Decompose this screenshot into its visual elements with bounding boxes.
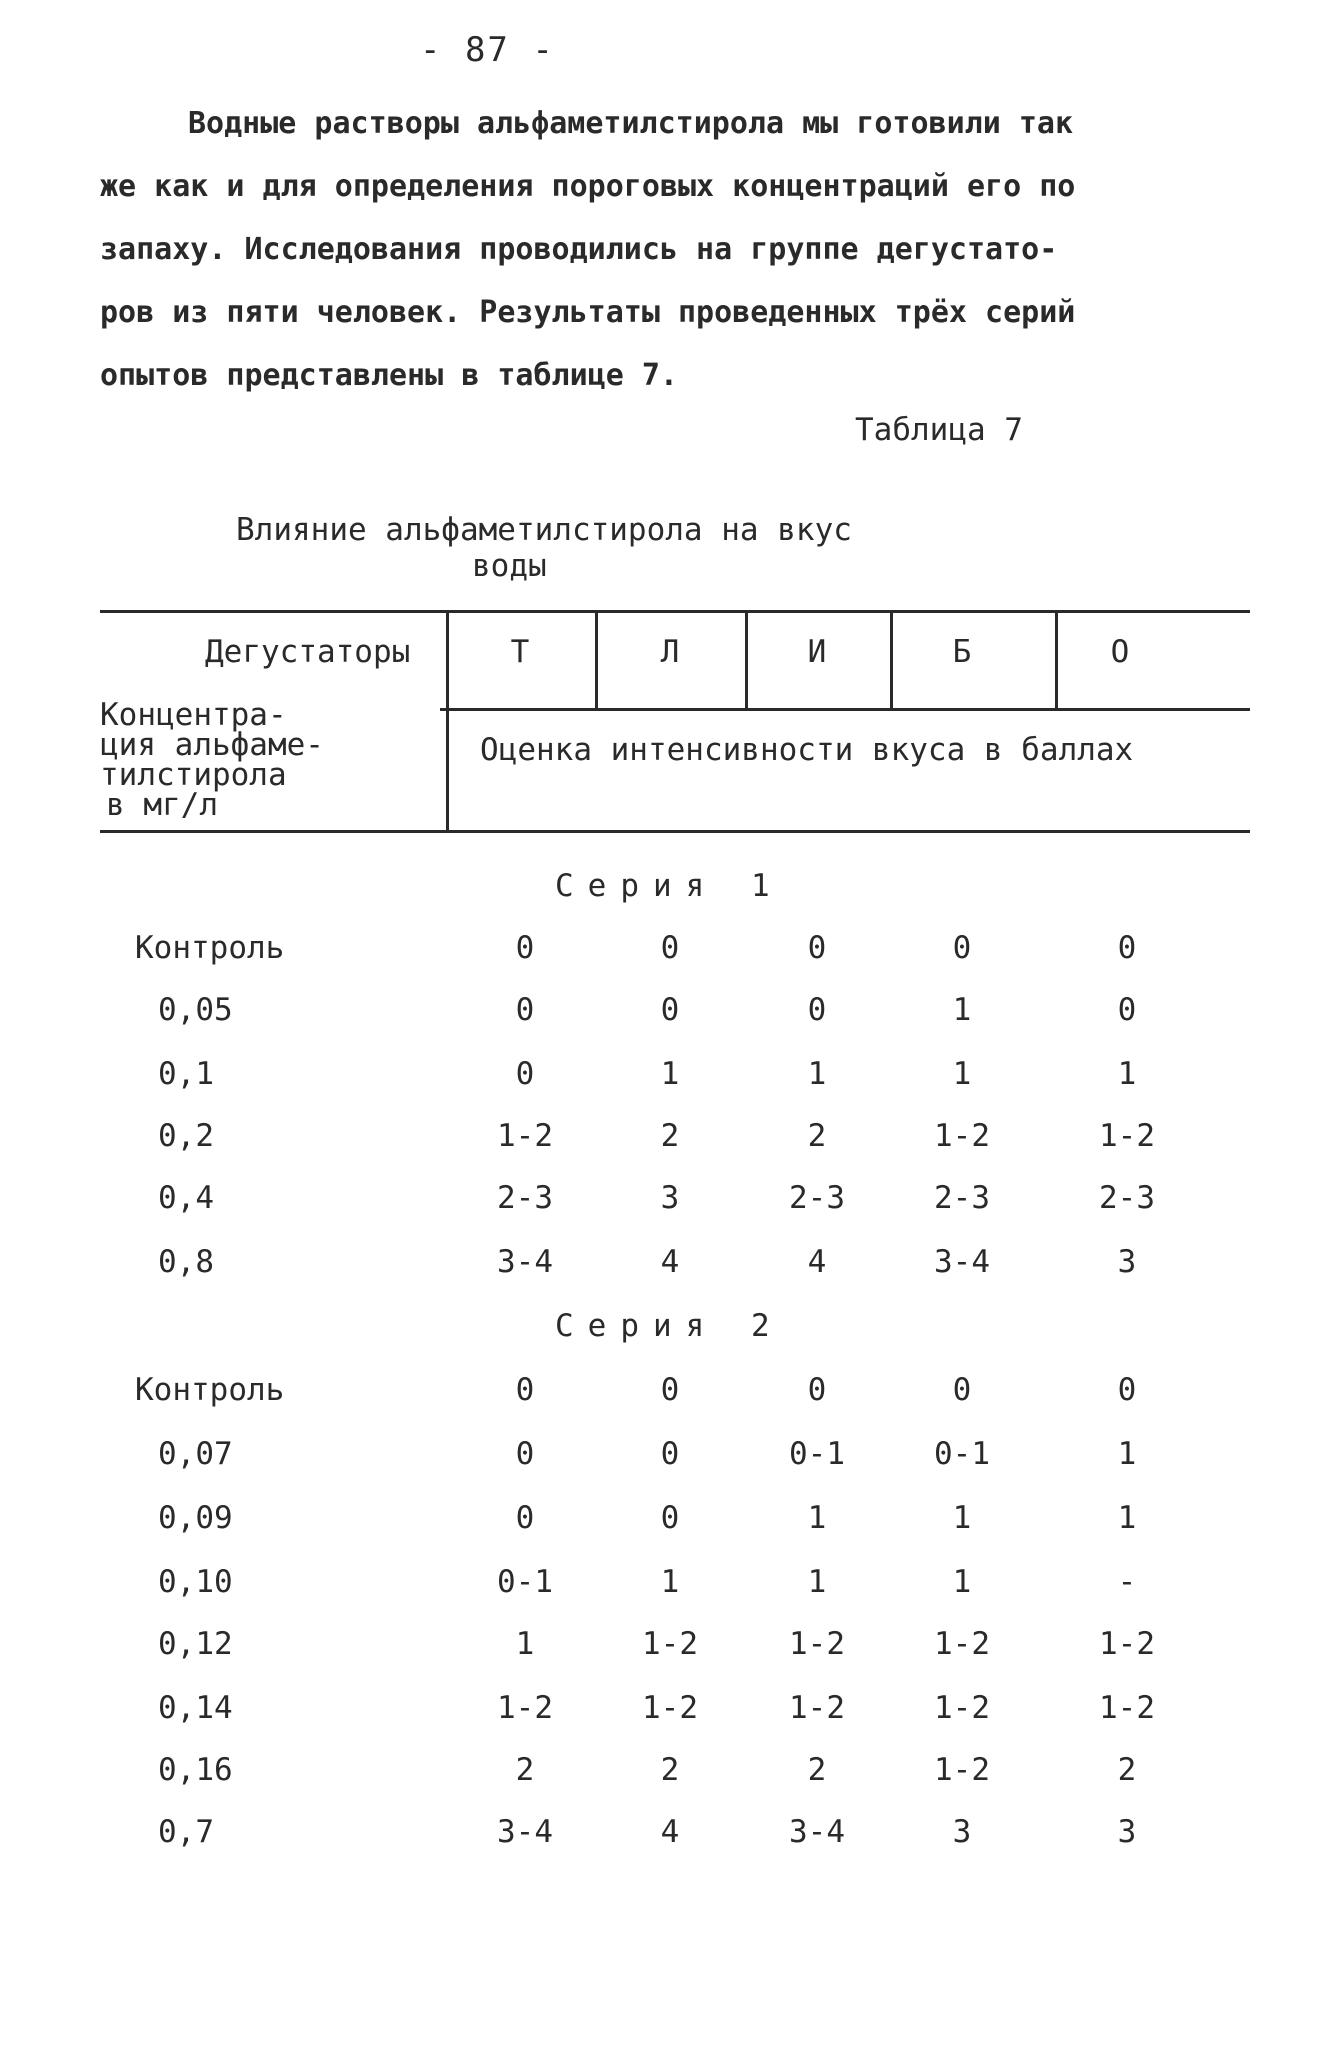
score-cell: 2-3 (1099, 1180, 1155, 1216)
score-cell: 1 (952, 1500, 972, 1536)
concentration-cell: 0,8 (158, 1244, 214, 1280)
concentration-header (100, 697, 400, 823)
table-row (0, 1752, 1342, 1802)
score-cell: 1-2 (789, 1690, 845, 1726)
concentration-cell: 0,4 (158, 1180, 214, 1216)
score-cell: 2 (807, 1752, 827, 1788)
table-row (0, 1244, 1342, 1294)
subject-header: Т (510, 634, 530, 670)
table-row (0, 1118, 1342, 1168)
table-row (0, 1436, 1342, 1486)
table-column-divider (1055, 612, 1058, 710)
concentration-cell: 0,2 (158, 1118, 214, 1154)
score-cell: 0 (660, 1436, 680, 1472)
score-cell: 0 (807, 930, 827, 966)
score-cell: 3-4 (497, 1244, 553, 1280)
score-cell: 4 (660, 1814, 680, 1850)
score-header: Оценка интенсивности вкуса в баллах (480, 732, 1134, 768)
score-cell: - (1117, 1564, 1137, 1600)
subject-header: И (807, 634, 827, 670)
body-paragraph (100, 92, 1230, 407)
table-label: Таблица 7 (855, 412, 1023, 448)
score-cell: 2-3 (934, 1180, 990, 1216)
score-cell: 4 (660, 1244, 680, 1280)
table-title (236, 512, 956, 584)
score-cell: 1-2 (497, 1690, 553, 1726)
score-cell: 4 (807, 1244, 827, 1280)
score-cell: 0 (1117, 930, 1137, 966)
concentration-cell: 0,05 (158, 992, 233, 1028)
score-cell: 0-1 (789, 1436, 845, 1472)
score-cell: 3-4 (934, 1244, 990, 1280)
concentration-cell: 0,12 (158, 1626, 233, 1662)
table-mid-rule (440, 708, 1250, 711)
table-row (0, 1500, 1342, 1550)
score-cell: 1-2 (934, 1626, 990, 1662)
score-cell: 1 (807, 1056, 827, 1092)
table-column-divider (595, 612, 598, 710)
table-column-divider (745, 612, 748, 710)
score-cell: 2-3 (789, 1180, 845, 1216)
score-cell: 1 (1117, 1436, 1137, 1472)
score-cell: 1 (807, 1564, 827, 1600)
table-row (0, 1626, 1342, 1676)
score-cell: 1-2 (934, 1752, 990, 1788)
concentration-cell: 0,7 (158, 1814, 214, 1850)
score-cell: 1 (515, 1626, 535, 1662)
score-cell: 0 (515, 930, 535, 966)
page-number: - 87 - (420, 30, 555, 70)
table-column-divider (446, 612, 449, 832)
concentration-cell: 0,14 (158, 1690, 233, 1726)
concentration-cell: 0,1 (158, 1056, 214, 1092)
score-cell: 0 (660, 930, 680, 966)
score-cell: 1 (807, 1500, 827, 1536)
subject-header: О (1110, 634, 1130, 670)
series-title: Серия 1 (555, 868, 784, 904)
score-cell: 3 (952, 1814, 972, 1850)
score-cell: 2 (660, 1752, 680, 1788)
table-row (0, 1372, 1342, 1422)
score-cell: 1-2 (934, 1690, 990, 1726)
score-cell: 1-2 (497, 1118, 553, 1154)
table-row (0, 1056, 1342, 1106)
score-cell: 0 (515, 1056, 535, 1092)
score-cell: 1-2 (642, 1626, 698, 1662)
concentration-cell: 0,07 (158, 1436, 233, 1472)
subject-header: Б (952, 634, 972, 670)
score-cell: 0 (952, 1372, 972, 1408)
score-cell: 0 (807, 1372, 827, 1408)
table-title-line: Влияние альфаметилстирола на вкус (236, 512, 852, 548)
score-cell: 3-4 (789, 1814, 845, 1850)
paragraph-line: ров из пяти человек. Результаты проведенных трёх серий (100, 295, 1076, 330)
score-cell: 1 (1117, 1056, 1137, 1092)
table-row (0, 1564, 1342, 1614)
score-cell: 1 (1117, 1500, 1137, 1536)
score-cell: 2 (807, 1118, 827, 1154)
score-cell: 3 (1117, 1244, 1137, 1280)
table-row (0, 992, 1342, 1042)
table-header-bottom-rule (100, 830, 1250, 833)
score-cell: 0 (1117, 1372, 1137, 1408)
score-cell: 1 (952, 992, 972, 1028)
concentration-cell: 0,16 (158, 1752, 233, 1788)
table-column-divider (890, 612, 893, 710)
concentration-cell: Контроль (135, 930, 285, 966)
table-title-line: воды (472, 548, 547, 584)
paragraph-line: же как и для определения пороговых концентраций его по (100, 169, 1076, 204)
concentration-cell: 0,09 (158, 1500, 233, 1536)
score-cell: 0 (660, 992, 680, 1028)
table-row (0, 1180, 1342, 1230)
score-cell: 1-2 (1099, 1690, 1155, 1726)
score-cell: 1 (660, 1564, 680, 1600)
score-cell: 1-2 (642, 1690, 698, 1726)
score-cell: 3-4 (497, 1814, 553, 1850)
score-cell: 1-2 (934, 1118, 990, 1154)
table-top-rule (100, 610, 1250, 613)
score-cell: 1 (660, 1056, 680, 1092)
score-cell: 0 (515, 1372, 535, 1408)
score-cell: 0 (660, 1500, 680, 1536)
score-cell: 0-1 (934, 1436, 990, 1472)
score-cell: 0 (807, 992, 827, 1028)
score-cell: 1-2 (1099, 1626, 1155, 1662)
score-cell: 1 (952, 1056, 972, 1092)
table-row (0, 930, 1342, 980)
score-cell: 2 (515, 1752, 535, 1788)
score-cell: 0 (515, 992, 535, 1028)
score-cell: 0 (515, 1500, 535, 1536)
concentration-cell: Контроль (135, 1372, 285, 1408)
concentration-header-line: Концентра- (100, 697, 287, 733)
concentration-cell: 0,10 (158, 1564, 233, 1600)
score-cell: 1 (952, 1564, 972, 1600)
score-cell: 0 (515, 1436, 535, 1472)
score-cell: 2-3 (497, 1180, 553, 1216)
table-row (0, 1690, 1342, 1740)
score-cell: 1-2 (789, 1626, 845, 1662)
score-cell: 0 (660, 1372, 680, 1408)
concentration-header-line: ция альфаме- (100, 727, 324, 763)
score-cell: 3 (1117, 1814, 1137, 1850)
score-cell: 1-2 (1099, 1118, 1155, 1154)
score-cell: 0-1 (497, 1564, 553, 1600)
table-row (0, 1814, 1342, 1864)
score-cell: 2 (1117, 1752, 1137, 1788)
paragraph-line: опытов представлены в таблице 7. (100, 358, 678, 393)
subject-header: Л (660, 634, 680, 670)
score-cell: 2 (660, 1118, 680, 1154)
concentration-header-line: в мг/л (106, 787, 218, 823)
score-cell: 0 (952, 930, 972, 966)
tasters-header: Дегустаторы (205, 634, 411, 670)
paragraph-line: Водные растворы альфаметилстирола мы готовили так (188, 106, 1074, 141)
score-cell: 3 (660, 1180, 680, 1216)
score-cell: 0 (1117, 992, 1137, 1028)
paragraph-line: запаху. Исследования проводились на группе дегустато- (100, 232, 1058, 267)
series-title: Серия 2 (555, 1308, 784, 1344)
concentration-header-line: тилстирола (100, 757, 287, 793)
